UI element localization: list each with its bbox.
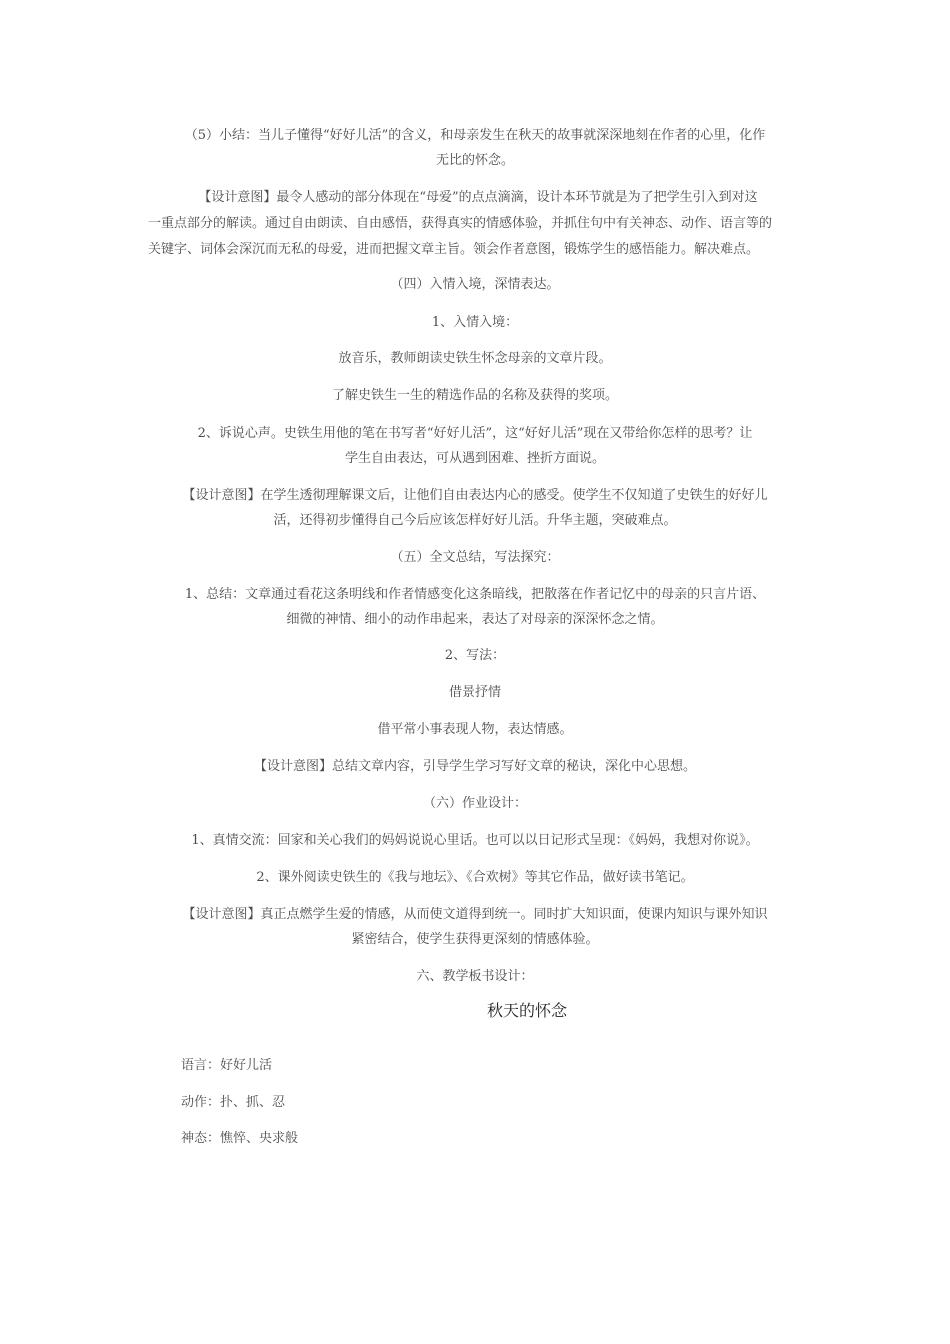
- summary-item-line1: 1、总结：文章通过看花这条明线和作者情感变化这条暗线，把散落在作者记忆中的母亲的只言片语、: [184, 587, 766, 602]
- section-heading-4: （四）入情入境，深情表达。: [390, 277, 560, 292]
- design-intent-1-line3: 关键字、词体会深沉而无私的母爱，进而把握文章主旨。领会作者意图，锻炼学生的感悟能力。解决难点。: [148, 242, 760, 257]
- section-heading-5: （五）全文总结，写法探究：: [390, 550, 560, 565]
- paragraph-summary-line1: （5）小结：当儿子懂得“好好儿活”的含义，和母亲发生在秋天的故事就深深地刻在作者的心里，化作: [184, 128, 766, 143]
- writing-method-heading: 2、写法：: [444, 648, 506, 663]
- design-intent-2-line2: 活，还得初步懂得自己今后应该怎样好好儿活。升华主题，突破难点。: [273, 513, 677, 528]
- design-intent-3: 【设计意图】总结文章内容，引导学生学习写好文章的秘诀，深化中心思想。: [253, 759, 696, 774]
- board-design-heading: 六、教学板书设计：: [416, 969, 534, 984]
- learn-works-text: 了解史铁生一生的精选作品的名称及获得的奖项。: [331, 388, 618, 403]
- board-item-action: 动作：扑、抓、忍: [181, 1095, 286, 1110]
- design-intent-4-line2: 紧密结合，使学生获得更深刻的情感体验。: [351, 932, 599, 947]
- writing-method-2: 借平常小事表现人物，表达情感。: [377, 722, 573, 737]
- play-music-text: 放音乐，教师朗读史铁生怀念母亲的文章片段。: [338, 351, 612, 366]
- writing-method-1: 借景抒情: [448, 685, 501, 700]
- design-intent-2-line1: 【设计意图】在学生透彻理解课文后，让他们自由表达内心的感受。使学生不仅知道了史铁生的好好儿: [182, 488, 768, 503]
- item-2-line2: 学生自由表达，可从遇到困难、挫折方面说。: [344, 451, 605, 466]
- design-intent-4-line1: 【设计意图】真正点燃学生爱的情感，从而使文道得到统一。同时扩大知识面，使课内知识与课外知识: [182, 907, 768, 922]
- board-item-expression: 神态：憔悴、央求般: [181, 1131, 299, 1146]
- design-intent-1: [148, 185, 808, 263]
- item-1-heading: 1、入情入境：: [431, 315, 519, 330]
- board-item-language: 语言：好好儿活: [181, 1058, 273, 1073]
- homework-1: 1、真情交流：回家和关心我们的妈妈说说心里话。也可以以日记形式呈现：《妈妈，我想对你说》。: [191, 833, 759, 848]
- summary-item-line2: 细微的神情、细小的动作串起来，表达了对母亲的深深怀念之情。: [286, 612, 664, 627]
- item-2-line1: 2、诉说心声。史铁生用他的笔在书写者“好好儿活”，这“好好儿活”现在又带给你怎样的思考？让: [197, 426, 753, 441]
- design-intent-1-line2: 一重点部分的解读。通过自由朗读、自由感悟，获得真实的情感体验，并抓住句中有关神态、动作、语言等的: [148, 216, 773, 231]
- paragraph-summary-line2: 无比的怀念。: [435, 153, 514, 168]
- section-heading-6: （六）作业设计：: [422, 796, 527, 811]
- homework-2: 2、课外阅读史铁生的《我与地坛》、《合欢树》等其它作品，做好读书笔记。: [256, 870, 694, 885]
- design-intent-1-line1: 【设计意图】最令人感动的部分体现在“母爱”的点点滴滴，设计本环节就是为了把学生引入到对这: [198, 190, 758, 205]
- board-title: 秋天的怀念: [486, 1001, 567, 1020]
